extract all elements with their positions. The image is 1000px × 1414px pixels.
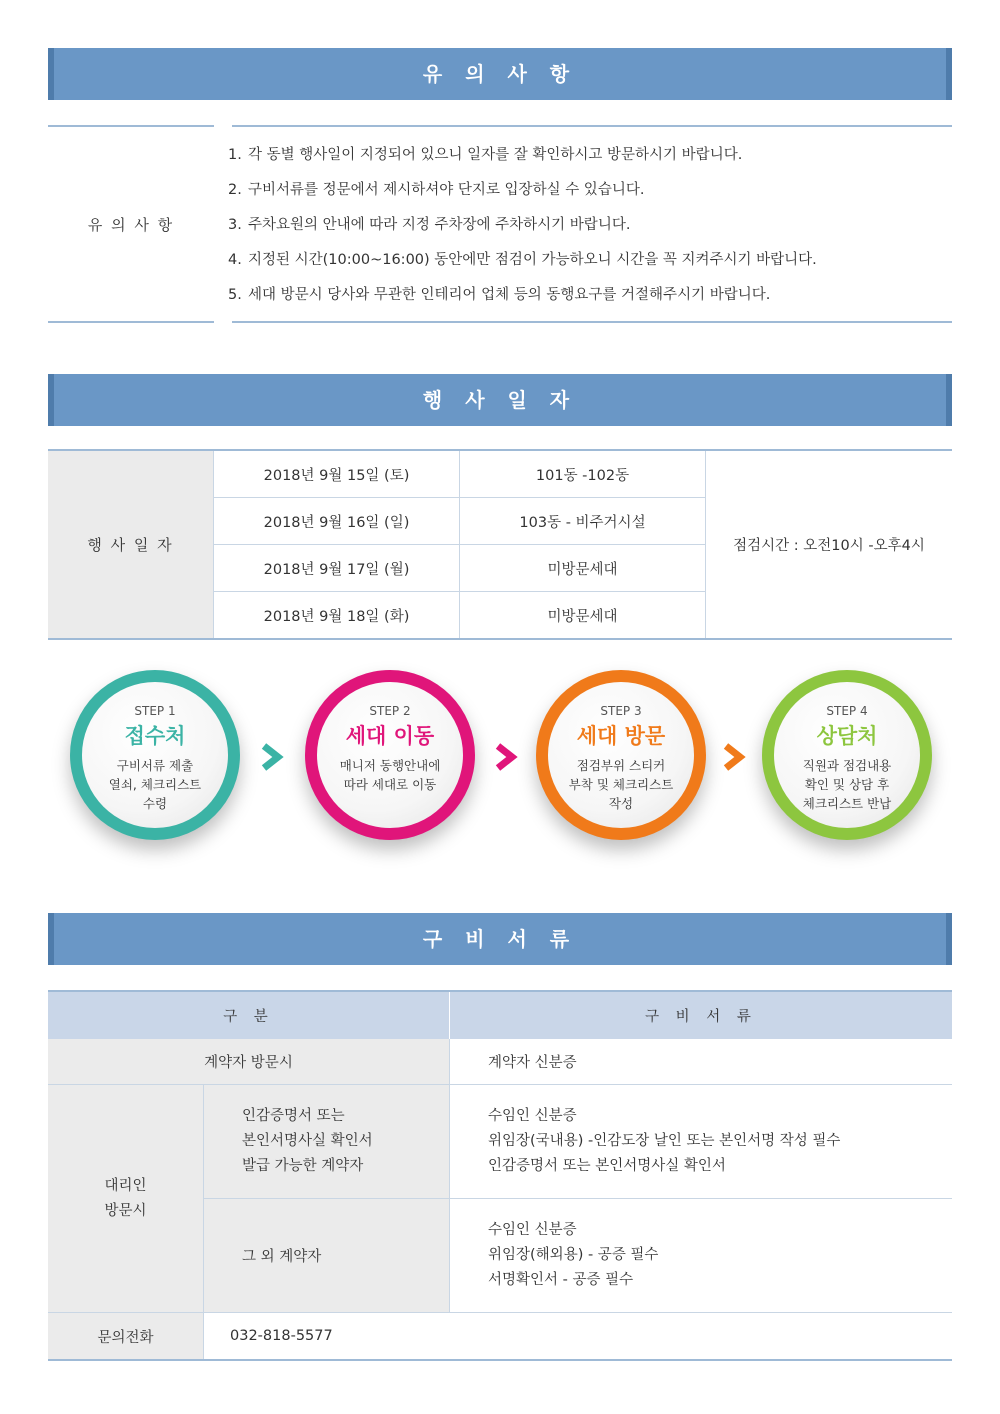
step-title: 세대 이동: [345, 724, 435, 748]
chevron-right-icon: [720, 742, 750, 772]
agent-label: 대리인 방문시: [48, 1085, 204, 1313]
item-number: 1.: [228, 147, 242, 163]
docs-section-header: 구 비 서 류: [48, 913, 952, 965]
divider: [48, 638, 952, 640]
notice-section: [48, 125, 952, 323]
event-section-header: 행 사 일 자: [48, 374, 952, 426]
item-text: 주차요원의 안내에 따라 지정 주차장에 주차하시기 바랍니다.: [248, 217, 631, 233]
chevron-right-icon: [258, 742, 288, 772]
contractor-label: 계약자 방문시: [48, 1039, 450, 1085]
event-date: 2018년 9월 17일 (월): [214, 545, 460, 592]
step-number: STEP 4: [826, 704, 868, 718]
chevron-right-icon: [492, 742, 522, 772]
divider: [232, 125, 952, 127]
step-description: 직원과 점검내용 확인 및 상담 후 체크리스트 반납: [802, 758, 892, 811]
notice-list: [228, 143, 817, 318]
step-2-circle: [305, 670, 475, 840]
item-text: 지정된 시간(10:00~16:00) 동안에만 점검이 가능하오니 시간을 꼭 지켜주시기 바랍니다.: [248, 252, 817, 268]
notice-section-header: 유 의 사 항: [48, 48, 952, 100]
divider: [232, 321, 952, 323]
list-item: [228, 213, 817, 248]
notice-label: 유 의 사 항: [87, 215, 175, 234]
step-4-circle: [762, 670, 932, 840]
step-description: 점검부위 스티커 부착 및 체크리스트 작성: [568, 758, 674, 811]
header-documents: 구 비 서 류: [450, 992, 952, 1039]
phone-label: 문의전화: [48, 1313, 204, 1359]
agent-case1-docs: 수임인 신분증 위임장(국내용) -인감도장 날인 또는 본인서명 작성 필수 인감증명서 또는 본인서명사실 확인서: [450, 1085, 952, 1199]
step-title: 접수처: [124, 724, 186, 748]
step-number: STEP 2: [369, 704, 411, 718]
step-description: 구비서류 제출 열쇠, 체크리스트 수령: [108, 758, 202, 811]
item-text: 구비서류를 정문에서 제시하셔야 단지로 입장하실 수 있습니다.: [248, 182, 645, 198]
event-date: 2018년 9월 15일 (토): [214, 451, 460, 498]
step-description: 매니저 동행안내에 따라 세대로 이동: [339, 758, 441, 792]
phone-number: 032-818-5577: [230, 1328, 333, 1344]
divider: [48, 1359, 952, 1361]
step-title: 상담처: [816, 724, 878, 748]
list-item: [228, 248, 817, 283]
item-text: 세대 방문시 당사와 무관한 인테리어 업체 등의 동행요구를 거절해주시기 바랍니다.: [248, 287, 771, 303]
process-steps: [0, 670, 1000, 870]
step-1-circle: [70, 670, 240, 840]
event-date: 2018년 9월 16일 (일): [214, 498, 460, 545]
agent-case2-docs: 수임인 신분증 위임장(해외용) - 공증 필수 서명확인서 - 공증 필수: [450, 1199, 952, 1313]
event-target: 103동 - 비주거시설: [460, 498, 706, 545]
inspection-time: 점검시간 : 오전10시 -오후4시: [733, 538, 925, 554]
step-number: STEP 3: [600, 704, 642, 718]
item-text: 각 동별 행사일이 지정되어 있으니 일자를 잘 확인하시고 방문하시기 바랍니다.: [248, 147, 743, 163]
agent-case1-label: 인감증명서 또는 본인서명사실 확인서 발급 가능한 계약자: [204, 1085, 450, 1199]
step-number: STEP 1: [134, 704, 176, 718]
event-target: 101동 -102동: [460, 451, 706, 498]
item-number: 5.: [228, 287, 242, 303]
item-number: 2.: [228, 182, 242, 198]
contractor-docs: 계약자 신분증: [450, 1039, 952, 1085]
item-number: 4.: [228, 252, 242, 268]
step-title: 세대 방문: [576, 724, 666, 748]
agent-case2-label: 그 외 계약자: [204, 1199, 450, 1313]
list-item: [228, 143, 817, 178]
event-target: 미방문세대: [460, 592, 706, 639]
list-item: [228, 178, 817, 213]
header-category: 구 분: [48, 992, 450, 1039]
event-label: 행 사 일 자: [48, 451, 214, 638]
event-table: [48, 449, 952, 640]
step-3-circle: [536, 670, 706, 840]
event-date: 2018년 9월 18일 (화): [214, 592, 460, 639]
list-item: [228, 283, 817, 318]
item-number: 3.: [228, 217, 242, 233]
event-target: 미방문세대: [460, 545, 706, 592]
